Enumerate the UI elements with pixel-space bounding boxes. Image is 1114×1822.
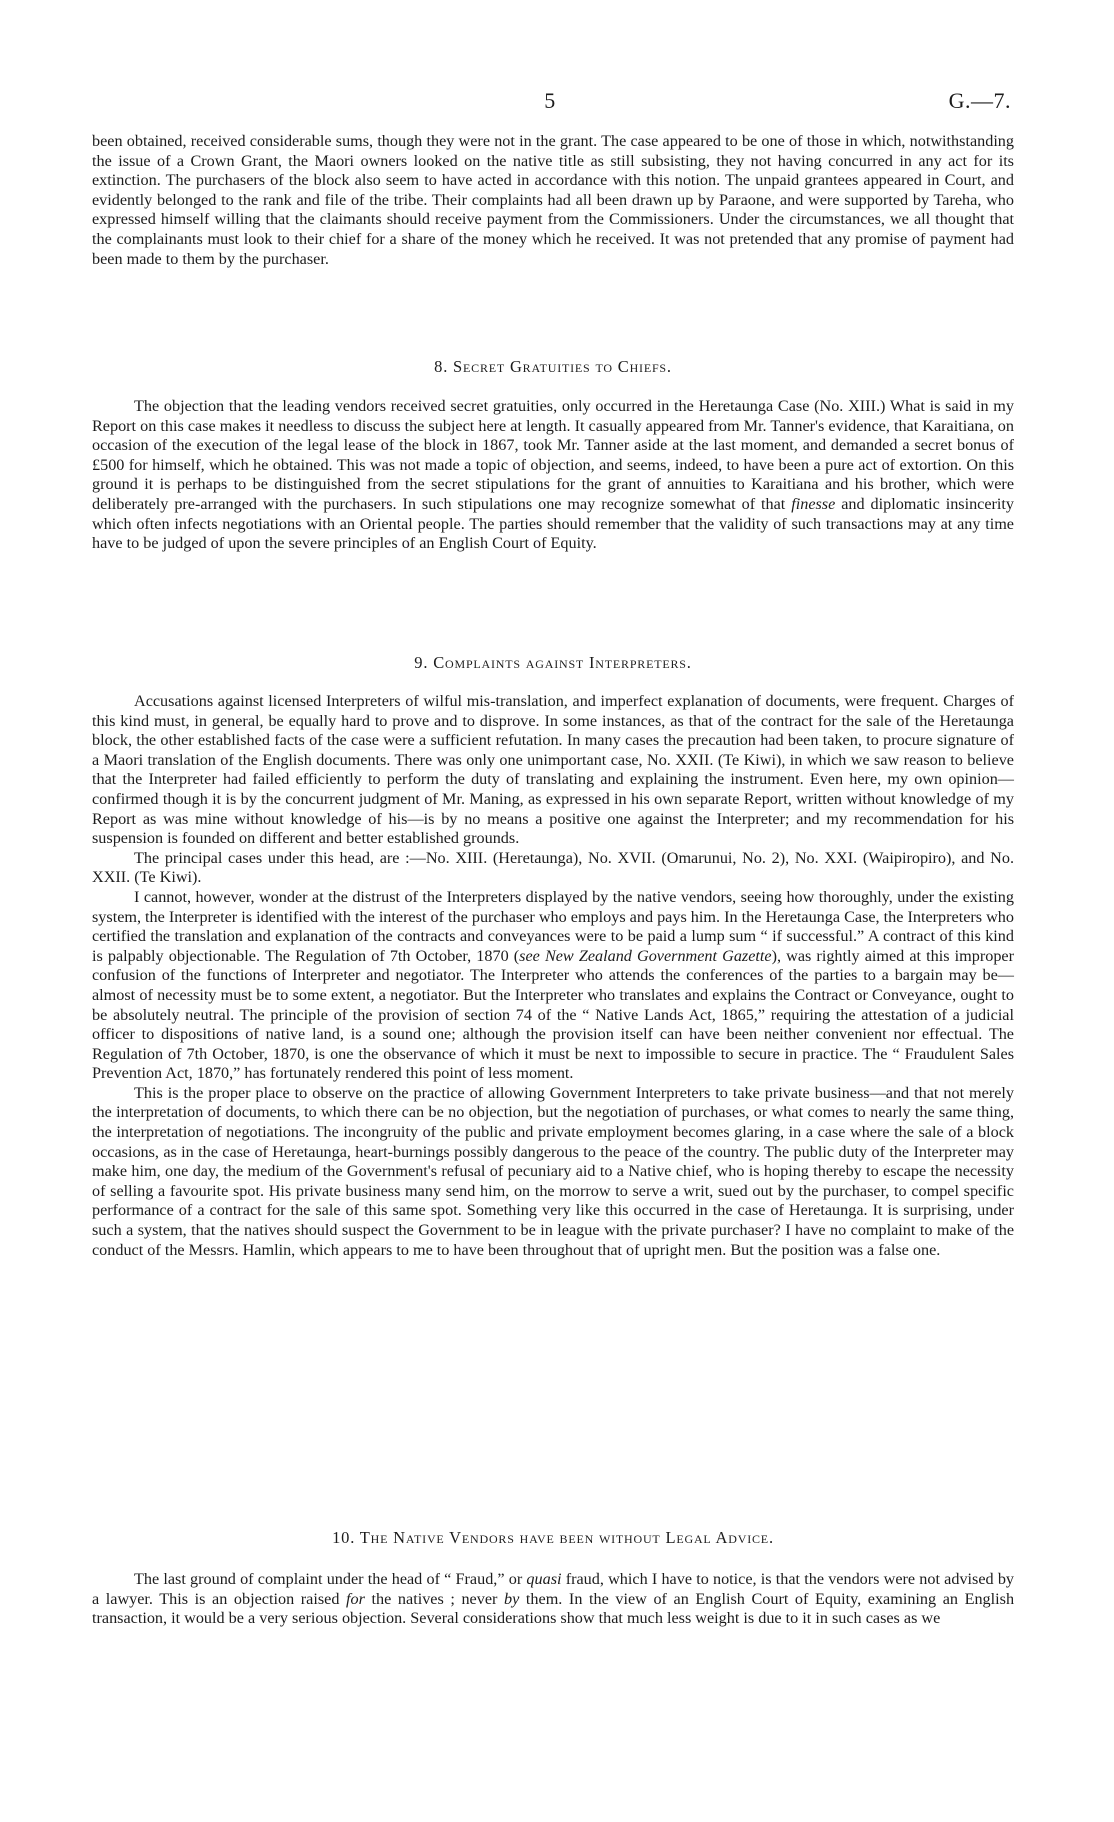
s9-italic-gazette: see New Zealand Government Gazette xyxy=(519,946,772,965)
section-9-heading-block xyxy=(92,653,1014,673)
s10-text-b: fraud, which I have to notice, is that the vendors were not advised by a lawyer. This is an objection raised xyxy=(92,1570,1015,1608)
s10-italic-by: by xyxy=(504,1589,520,1608)
section-9-paragraph-2: The principal cases under this head, are :—No. XIII. (Heretaunga), No. XVII. (Omarunui, No. 2), No. XXI. (Waipiropiro), and No. XXII. (Te Kiwi). xyxy=(92,848,1014,887)
s8-italic-finesse: finesse xyxy=(791,494,836,513)
section-8-paragraph xyxy=(92,397,1014,554)
s10-text-c: the natives ; never xyxy=(371,1589,498,1608)
section-10-heading-block xyxy=(92,1528,1014,1548)
s10-italic-quasi: quasi xyxy=(526,1570,562,1588)
intro-paragraph: been obtained, received considerable sums, though they were not in the grant. The case appeared to be one of those in which, notwithstanding the issue of a Crown Grant, the Maori owners looked on the native title as still subsisting, they not having concurred in any act for its extinction. The purchasers of the block also seem to have acted in accordance with this notion. The unpaid grantees appeared in Court, and evidently belonged to the rank and file of the tribe. Their complaints had all been drawn up by Paraone, and were supported by Tareha, who expressed himself willing that the claimants should receive payment from the Commissioners. Under the circumstances, we all thought that the complainants must look to their chief for a share of the money which he received. It was not pretended that any promise of payment had been made to them by the purchaser. xyxy=(92,132,1014,268)
section-9-body xyxy=(92,692,1014,1260)
page-number: 5 xyxy=(544,88,556,113)
section-9-paragraph-4: This is the proper place to observe on the practice of allowing Government Interpreters to take private business—and that not merely the interpretation of documents, to which there can be no objection, but the negotiation of purchases, or what comes to nearly the same thing, the interpretation of negotiations. The incongruity of the public and private employment becomes glaring, in a case where the sale of a block occasions, as in the case of Heretaunga, heart-burnings possibly dangerous to the peace of the country. The public duty of the Interpreter may make him, one day, the medium of the Government's refusal of pecuniary aid to a Native chief, who is hoping thereby to escape the necessity of selling a favourite spot. His private business many send him, on the morrow to serve a writ, sued out by the purchaser, to compel specific performance of a contract for the sale of this same spot. Something very like this occurred in the case of Heretaunga. It is surprising, under such a system, that the natives should suspect the Government to be in league with the private purchaser? I have no complaint to make of the conduct of the Messrs. Hamlin, which appears to me to have been throughout that of upright men. But the position was a false one. xyxy=(92,1083,1014,1259)
s9-text-b: ), was rightly aimed at this improper confusion of the functions of Interpreter and negotiator. The Interpreter who attends the conferences of the parties to a bargain may be—almost of necessity must be to some extent, a negotiator. But the Interpreter who translates and explains the Contract or Conveyance, ought to be absolutely neutral. The principle of the provision of section 74 of the “ Native Lands Act, 1865,” requiring the attestation of a judicial officer to dispositions of native land, is a sound one; although the provision itself can have been neither convenient nor effectual. The Regulation of 7th October, 1870, is one the observance of which it must be next to impossible to secure in practice. The “ Fraudulent Sales Prevention Act, 1870,” has fortunately rendered this point of less moment. xyxy=(92,946,1014,1083)
section-8-body xyxy=(92,397,1014,554)
s9-text-a: I cannot, however, wonder at the distrust of the Interpreters displayed by the native vendors, seeing how thoroughly, under the existing system, the Interpreter is identified with the interest of the purchaser who employs and pays him. In the Heretaunga Case, the Interpreters who certified the translation and explanation of the contracts and conveyances were to be paid a lump sum “ if successful.” A contract of this kind is palpably objectionable. The Regulation of 7th October, 1870 ( xyxy=(92,887,1014,965)
document-reference: G.—7. xyxy=(948,88,1011,113)
section-9-paragraph-1: Accusations against licensed Interpreters of wilful mis-translation, and imperfect explanation of documents, were frequent. Charges of this kind must, in general, be equally hard to prove and to disprove. In some instances, as that of the contract for the sale of the Heretaunga block, the other established facts of the case were a sufficient refutation. In many cases the precaution had been taken, to procure signature of a Maori translation of the English documents. There was only one unimportant case, No. XXII. (Te Kiwi), in which we saw reason to believe that the Interpreter had failed efficiently to perform the duty of translating and explaining the instrument. Even here, my own opinion—confirmed though it is by the concurrent judgment of Mr. Maning, as expressed in his own separate Report, written without knowledge of my Report as was mine without knowledge of his—is by no means a positive one against the Interpreter; and my recommendation for his suspension is founded on different and better established grounds. xyxy=(92,692,1014,848)
section-9-heading: 9. Complaints against Interpreters. xyxy=(414,653,692,672)
section-8-heading: 8. Secret Gratuities to Chiefs. xyxy=(434,357,672,376)
s8-text-b: and diplomatic insincerity which often infects negotiations with an Oriental people. The parties should remember that the validity of such transactions may at any time have to be judged of upon the severe principles of an English Court of Equity. xyxy=(92,494,1015,553)
section-10-paragraph xyxy=(92,1570,1014,1629)
section-10-heading: 10. The Native Vendors have been without Legal Advice. xyxy=(332,1528,774,1547)
s10-italic-for: for xyxy=(346,1589,365,1608)
s10-text-d: them. In the view of an English Court of Equity, examining an English transaction, it would be a very serious objection. Several considerations show that much less weight is due to it in such cases as we xyxy=(92,1589,1015,1628)
s10-text-a: The last ground of complaint under the head of “ Fraud,” or xyxy=(134,1570,523,1588)
section-8-heading-block xyxy=(92,357,1014,377)
s8-text-a: The objection that the leading vendors received secret gratuities, only occurred in the Heretaunga Case (No. XIII.) What is said in my Report on this case makes it needless to discuss the subject here at length. It casually appeared from Mr. Tanner's evidence, that Karaitiana, on occasion of the execution of the legal lease of the block in 1867, took Mr. Tanner aside at the last moment, and demanded a secret bonus of £500 for himself, which he obtained. This was not made a topic of objection, and seems, indeed, to have been a pure act of extortion. On this ground it is perhaps to be distinguished from the secret stipulations for the grant of annuities to Karaitiana and his brother, which were deliberately pre-arranged with the purchasers. In such stipulations one may recognize somewhat of that xyxy=(92,397,1014,513)
intro-section xyxy=(92,132,1014,269)
section-9-paragraph-3 xyxy=(92,888,1014,1084)
section-10-body xyxy=(92,1570,1014,1629)
